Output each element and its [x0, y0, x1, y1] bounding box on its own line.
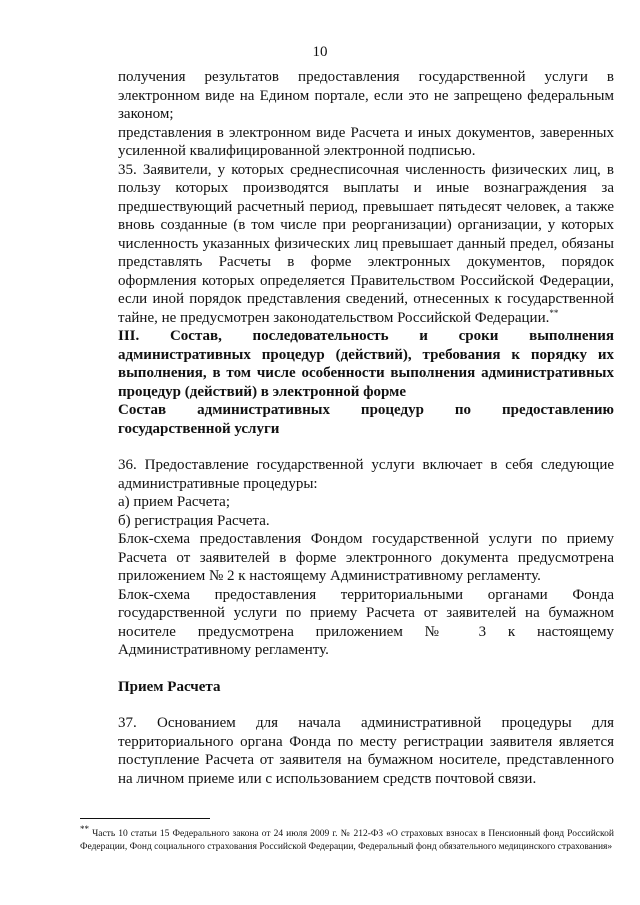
- footnote-ref: **: [549, 307, 559, 318]
- footnote-divider: [80, 818, 210, 819]
- spacer: [118, 438, 614, 456]
- footnote-text: Часть 10 статьи 15 Федерального закона от 24 июля 2009 г. № 212-ФЗ «О страховых взносах в Пенсионный фонд Российской Федерации, Фонд социального страхования Российской Федерации, Федеральный фонд обязательного медицинского страхования»: [80, 829, 614, 852]
- paragraph-continued-1: получения результатов предоставления государственной услуги в электронном виде на Едином портале, если это не запрещено федеральным законом;: [118, 69, 614, 122]
- section-heading: III. Состав, последовательность и сроки выполнения административных процедур (действий), требования к порядку их выполнения, в том числе особенности выполнения административных процедур (действий) в электронной форме: [118, 328, 614, 400]
- paragraph-flowchart-electronic: Блок-схема предоставления Фондом государственной услуги по приему Расчета от заявителей в форме электронного документа предусмотрена приложением № 2 к настоящему Административному регламенту.: [118, 531, 614, 584]
- paragraph-35-text: 35. Заявители, у которых среднесписочная численность физических лиц, в пользу которых производятся выплаты и иные вознаграждения за предшествующий расчетный период, превышает пятьдесят человек, а также вновь созданные (в том числе при реорганизации) организации, у которых численность указанных физических лиц превышает данный предел, обязаны представлять Расчеты в форме электронных документов, порядок оформления которых определяется Правительством Российской Федерации, если иной порядок представления сведений, отнесенных к государственной тайне, не предусмотрен законодательством Российской Федерации.: [118, 161, 614, 326]
- paragraph-flowchart-paper: Блок-схема предоставления территориальными органами Фонда государственной услуги по приему Расчета от заявителей на бумажном носителе предусмотрена приложением № 3 к настоящему Административному регламенту.: [118, 586, 614, 658]
- footnote-marker: **: [80, 823, 89, 834]
- page-number: 10: [312, 44, 328, 60]
- spacer: [118, 696, 614, 714]
- spacer: [118, 660, 614, 678]
- paragraph-36: 36. Предоставление государственной услуги включает в себя следующие административные процедуры:: [118, 457, 614, 492]
- subheading-receipt: Прием Расчета: [118, 678, 221, 695]
- document-body: [118, 68, 614, 788]
- list-item-b: б) регистрация Расчета.: [118, 512, 270, 529]
- paragraph-35: [118, 161, 614, 328]
- paragraph-continued-2: представления в электронном виде Расчета и иных документов, заверенных усиленной квалифицированной электронной подписью.: [118, 124, 614, 159]
- footnote: [80, 823, 614, 854]
- paragraph-37: 37. Основанием для начала административной процедуры для территориального органа Фонда по месту регистрации заявителя является поступление Расчета от заявителя на бумажном носителе, представленного на личном приеме или с использованием средств почтовой связи.: [118, 715, 614, 787]
- subheading-composition: Состав административных процедур по предоставлению государственной услуги: [118, 402, 614, 437]
- list-item-a: а) прием Расчета;: [118, 494, 230, 510]
